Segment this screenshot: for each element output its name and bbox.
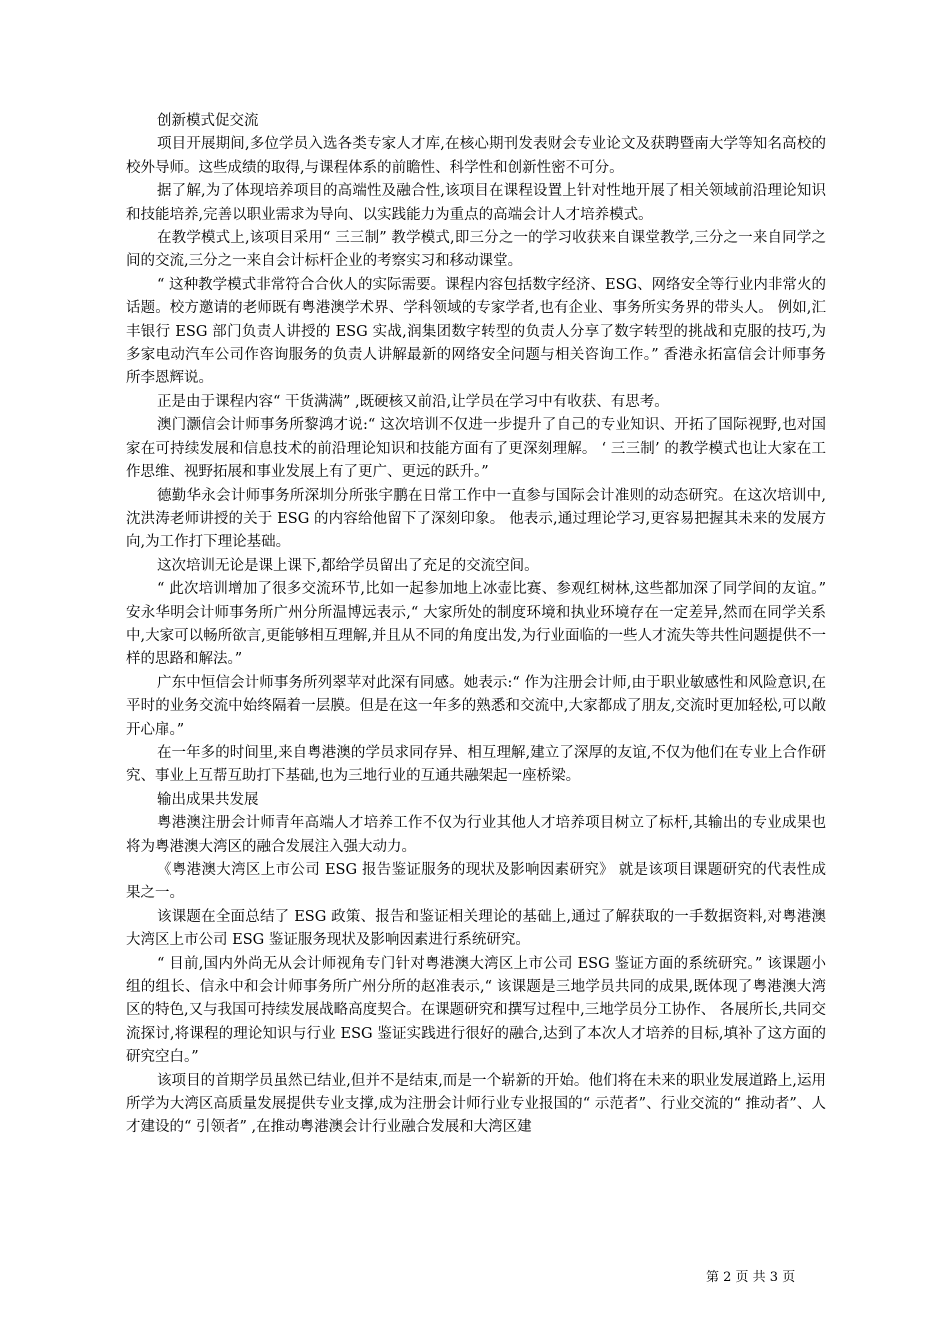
paragraph: 该课题在全面总结了 ESG 政策、报告和鉴证相关理论的基础上,通过了解获取的一手数据资料,对粤港澳大湾区上市公司 ESG 鉴证服务现状及影响因素进行系统研究。	[126, 908, 826, 949]
paragraph: 澳门灏信会计师事务所黎鸿才说:“ 这次培训不仅进一步提升了自己的专业知识、开拓了国际视野,也对国家在可持续发展和信息技术的前沿理论知识和技能方面有了更深刻理解。 ‘ 三三制’ 的教学模式也让大家在工作思维、视野拓展和事业发展上有了更广、更远的跃升。”	[126, 417, 826, 481]
paragraph: “ 此次培训增加了很多交流环节,比如一起参加地上冰壶比赛、参观红树林,这些都加深了同学间的友谊。” 安永华明会计师事务所广州分所温博远表示,“ 大家所处的制度环境和执业环境存在一定差异,然而在同学关系中,大家可以畅所欲言,更能够相互理解,并且从不同的角度出发,为行业面临的一些人才流失等共性问题提供不一样的思路和解法。”	[126, 581, 826, 668]
paragraph: 该项目的首期学员虽然已结业,但并不是结束,而是一个崭新的开始。他们将在未来的职业发展道路上,运用所学为大湾区高质量发展提供专业支撑,成为注册会计师行业专业报国的“ 示范者”、行业交流的“ 推动者”、人才建设的“ 引领者” ,在推动粤港澳会计行业融合发展和大湾区建	[126, 1072, 826, 1136]
paragraph: 项目开展期间,多位学员入选各类专家人才库,在核心期刊发表财会专业论文及获聘暨南大学等知名高校的校外导师。这些成绩的取得,与课程体系的前瞻性、科学性和创新性密不可分。	[126, 136, 826, 176]
section-heading: 创新模式促交流	[157, 113, 259, 129]
paragraph: 粤港澳注册会计师青年高端人才培养工作不仅为行业其他人才培养项目树立了标杆,其输出的专业成果也将为粤港澳大湾区的融合发展注入强大动力。	[126, 815, 826, 855]
paragraph: “ 这种教学模式非常符合合伙人的实际需要。课程内容包括数字经济、ESG、网络安全等行业内非常火的话题。校方邀请的老师既有粤港澳学术界、学科领域的专家学者,也有企业、事务所实务界的带头人。 例如,汇丰银行 ESG 部门负责人讲授的 ESG 实战,润集团数字转型的负责人分享了数字转型的挑战和克服的技巧,为多家电动汽车公司作咨询服务的负责人讲解最新的网络安全问题与相关咨询工作。” 香港永拓富信会计师事务所李恩辉说。	[126, 276, 826, 387]
paragraph: 据了解,为了体现培养项目的高端性及融合性,该项目在课程设置上针对性地开展了相关领域前沿理论知识和技能培养,完善以职业需求为导向、以实践能力为重点的高端会计人才培养模式。	[126, 183, 826, 223]
paragraph: 这次培训无论是课上课下,都给学员留出了充足的交流空间。	[157, 557, 539, 574]
paragraph: 正是由于课程内容“ 干货满满” ,既硬核又前沿,让学员在学习中有收获、有思考。	[157, 393, 669, 410]
paragraph: 在教学模式上,该项目采用“ 三三制” 教学模式,即三分之一的学习收获来自课堂教学,三分之一来自同学之间的交流,三分之一来自会计标杆企业的考察实习和移动课堂。	[126, 230, 826, 270]
paragraph: 广东中恒信会计师事务所列翠苹对此深有同感。她表示:“ 作为注册会计师,由于职业敏感性和风险意识,在平时的业务交流中始终隔着一层膜。但是在这一年多的熟悉和交流中,大家都成了朋友,交流时更加轻松,可以敞开心扉。”	[126, 674, 826, 738]
paragraph: 《粤港澳大湾区上市公司 ESG 报告鉴证服务的现状及影响因素研究》 就是该项目课题研究的代表性成果之一。	[126, 862, 826, 902]
paragraph: 在一年多的时间里,来自粤港澳的学员求同存异、相互理解,建立了深厚的友谊,不仅为他们在专业上合作研究、事业上互帮互助打下基础,也为三地行业的互通共融架起一座桥梁。	[126, 744, 826, 785]
document-body	[126, 110, 826, 1140]
paragraph: 德勤华永会计师事务所深圳分所张宇鹏在日常工作中一直参与国际会计准则的动态研究。在这次培训中,沈洪涛老师讲授的关于 ESG 的内容给他留下了深刻印象。 他表示,通过理论学习,更容易把握其未来的发展方向,为工作打下理论基础。	[126, 487, 826, 551]
section-heading: 输出成果共发展	[157, 791, 259, 808]
paragraph: “ 目前,国内外尚无从会计师视角专门针对粤港澳大湾区上市公司 ESG 鉴证方面的系统研究。” 该课题小组的组长、信永中和会计师事务所广州分所的赵准表示,“ 该课题是三地学员共同的成果,既体现了粤港澳大湾区的特色,又与我国可持续发展战略高度契合。在课题研究和撰写过程中,三地学员分工协作、 各展所长,共同交流探讨,将课程的理论知识与行业 ESG 鉴证实践进行很好的融合,达到了本次人才培养的目标,填补了这方面的研究空白。”	[126, 955, 826, 1066]
page-number: 第 2 页 共 3 页	[706, 1270, 796, 1285]
